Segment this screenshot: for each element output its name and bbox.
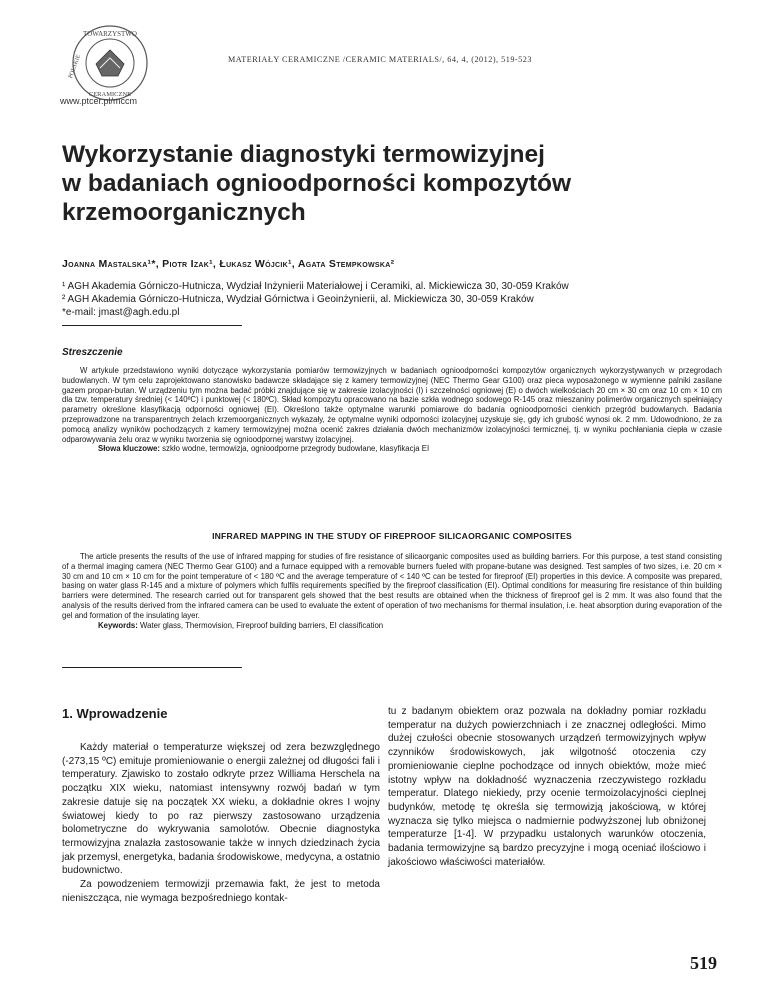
journal-url[interactable]: www.ptcer.pl/mccm [60,96,138,106]
abstract-english-text: The article presents the results of the use of infrared mapping for studies of fire resistance of silicaorganic composites used as building barriers. For this purpose, a test stand consisting of a thermal imaging camera (NEC Thermo Gear G100) and a furnace equipped with a removable burners fueled with propane-butane was designed. Test samples of two sizes, i.e. 20 cm × 30 cm and 10 cm × 10 cm for the point temperature of < 180 ºC and the average temperature of < 140 ºC can be tested for fireproof (EI) properties in this device. A composite was prepared, basing on water glass R-145 and a mixture of polymers which fulfils requirements specified by the fireproof classification (EI). Optimal conditions for measuring fire resistance of thin building barriers were determined. The research carried out for transparent gels showed that the best results are obtained when the thickness of fireproof gel is 2 mm. It was also found that the analysis of the results derived from the infrared camera can be used to evaluate the extent of operation of two mechanisms for thermal insulation, i.e. heat absorption during evaporation of the gel and formation of the insulating layer. [62,552,722,620]
keywords-polish-value: szkło wodne, termowizja, ognioodporne przegrody budowlane, klasyfikacja EI [162,444,430,454]
affiliation-2: ² AGH Akademia Górniczo-Hutnicza, Wydział Górnictwa i Geoinżynierii, al. Mickiewicza 30, 30-059 Kraków [62,294,534,305]
society-logo [56,24,164,102]
body-column-left [62,741,380,905]
title-line-3: krzemoorganicznych [62,199,306,226]
author-list: Joanna Mastalska¹*, Piotr Izak¹, Łukasz Wójcik¹, Agata Stempkowska² [62,258,395,270]
keywords-english-label: Keywords: [98,620,138,630]
svg-text:TOWARZYSTWO: TOWARZYSTWO [83,30,137,38]
body-paragraph: tu z badanym obiektem oraz pozwala na dokładny pomiar rozkładu temperatur na dużych powierzchniach i ze znacznej odległości. Mimo dużej czułości obecnie stosowanych urządzeń termowizyjnych wpływ czynników środowiskowych, jak wilgotność otoczenia czy promieniowanie cieplne pochodzące od innych obiektów, może mieć istotny wpływ na dokładność wyznaczenia rzeczywistego rozkładu temperatur. Dlatego niekiedy, przy ocenie termoizolacyjności cieplnej budynków, metodę tę określa się termowizją jakościową, w której wyznacza się tylko miejsca o nadmiernie podwyższonej lub obniżonej temperaturze [1-4]. W przypadku ustalonych warunków otoczenia, badania termowizyjne są bardzo precyzyjne i mogą oceniać ilościowo i jakościowo właściwości materiałów. [388,706,706,868]
journal-citation: MATERIAŁY CERAMICZNE /CERAMIC MATERIALS/, 64, 4, (2012), 519-523 [228,55,532,64]
abstract-heading: Streszczenie [62,347,123,358]
body-column-right [388,705,706,869]
affiliation-1: ¹ AGH Akademia Górniczo-Hutnicza, Wydział Inżynierii Materiałowej i Ceramiki, al. Mickiewicza 30, 30-059 Kraków [62,281,569,292]
abstract-polish [62,366,722,454]
svg-text:POLSKIE: POLSKIE [68,54,83,80]
divider [62,325,242,326]
abstract-polish-text: W artykule przedstawiono wyniki dotyczące wykorzystania pomiarów termowizyjnych w badaniach ognioodporności kompozytów organicznych wykorzystywanych w przegrodach budowlanych. W tym celu zaprojektowano stanowisko badawcze składające się z kamery termowizyjnej (NEC Thermo Gear G100) oraz pieca wyposażonego w wymienne palniki zasilane gazem propan-butan. W urządzeniu tym można badać próbki znajdujące się w zakresie izolacyjności (I) i szczelności ogniowej (E) o dwóch wielkościach 20 cm × 30 cm oraz 10 cm × 10 cm dla tzw. temperatury średniej (< 140ºC) i punktowej (< 180ºC). Skład kompozytu opracowano na bazie szkła wodnego sodowego R-145 oraz mieszaniny polimerów organicznych spełniający parametry określone klasyfikacją odporności ogniowej (EI). Określono także optymalne warunki pomiarowe do badania ognioodporności cienkich przegród budowlanych. Badania przeprowadzone na transparentnych żelach krzemoorganicznych wykazały, że optymalne wyniki odporności izolacyjnej uzyskuje się, gdy ich grubość wynosi ok. 2 mm. Udowodniono, że za pomocą analizy wyników pochodzących z kamery termowizyjnej można ocenić zakres działania dwóch mechanizmów izolacyjności termicznej, tj. w wyniku pochłaniania ciepła w czasie odparowywania żelu oraz w wyniku tworzenia się ognioodpornej warstwy izolacyjnej. [62,366,722,444]
body-paragraph: Każdy materiał o temperaturze większej od zera bezwzględnego (-273,15 ºC) emituje promieniowanie o energii zależnej od długości fali i temperatury. Zjawisko to zostało odkryte przez Williama Herschela na początku XIX wieku, natomiast intensywny rozwój badań w tym zakresie datuje się na początek XX wieku, a dokładnie okres I wojny światowej kiedy to po raz pierwszy zastosowano urządzenia bolometryczne do wykrywania samolotów. Obecnie diagnostyka termowizyjna znalazła zastosowanie także w innych dziedzinach życia jak przemysł, energetyka, badania środowiskowe, medycyna, a ostatnio budownictwo. [62,742,380,877]
corresponding-email[interactable]: *e-mail: jmast@agh.edu.pl [62,307,180,318]
divider [62,667,242,668]
keywords-polish [62,444,722,454]
svg-text:CERAMICZNE: CERAMICZNE [88,91,132,98]
keywords-polish-label: Słowa kluczowe: [98,444,160,454]
title-line-1: Wykorzystanie diagnostyki termowizyjnej [62,141,545,168]
keywords-english [62,621,722,631]
section-heading: 1. Wprowadzenie [62,706,168,721]
title-line-2: w badaniach ognioodporności kompozytów [62,170,572,197]
keywords-english-value: Water glass, Thermovision, Fireproof building barriers, EI classification [140,620,384,630]
article-title [62,140,722,227]
body-paragraph: Za powodzeniem termowizji przemawia fakt, że jest to metoda nieniszcząca, nie wymaga bezpośredniego kontak- [62,879,380,904]
page-number: 519 [690,953,717,973]
english-title: INFRARED MAPPING IN THE STUDY OF FIREPROOF SILICAORGANIC COMPOSITES [212,531,572,541]
abstract-english [62,552,722,630]
